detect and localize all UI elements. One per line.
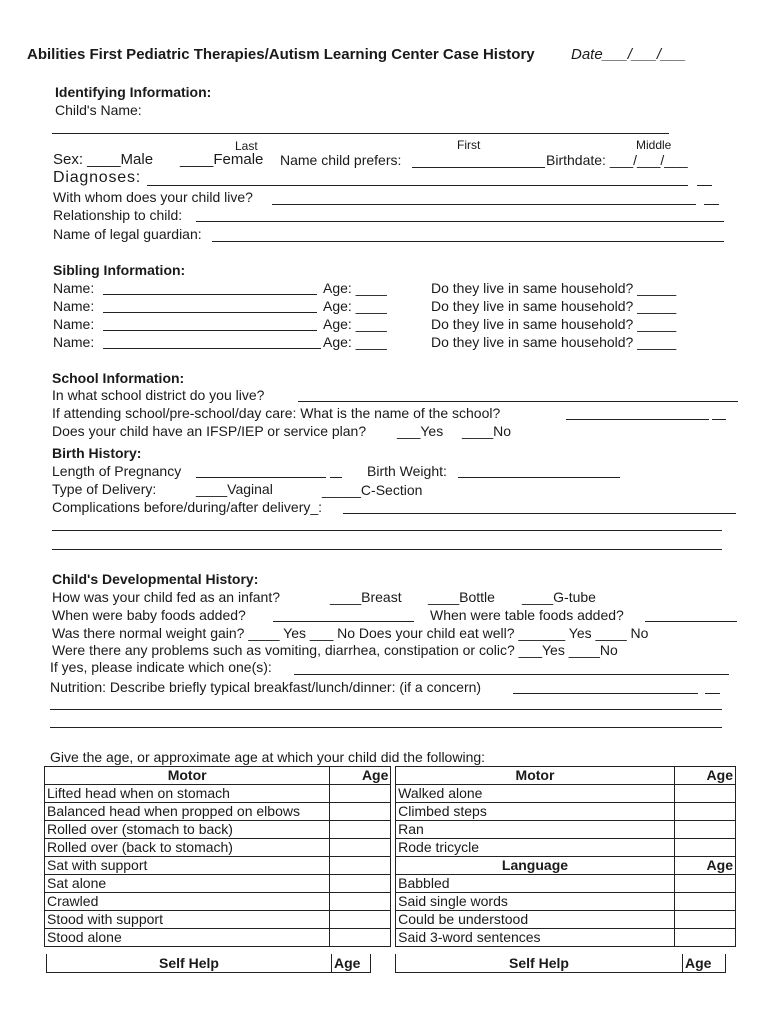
milestones-table xyxy=(44,766,736,947)
milestone-age-cell[interactable] xyxy=(674,875,735,893)
sibling-name-label: Name: xyxy=(53,280,95,296)
school-name-line-end xyxy=(712,419,726,420)
baby-foods-line[interactable] xyxy=(273,621,414,622)
milestone-label: Babbled xyxy=(396,875,675,893)
self-help-label-left: Self Help xyxy=(47,954,332,973)
identifying-heading: Identifying Information: xyxy=(55,84,212,100)
milestone-age-cell[interactable] xyxy=(330,821,391,839)
district-line[interactable] xyxy=(298,401,738,402)
language-header: Language xyxy=(396,857,675,875)
guardian-label: Name of legal guardian: xyxy=(53,226,202,242)
milestone-age-cell[interactable] xyxy=(674,821,735,839)
childs-name-label: Child's Name: xyxy=(55,102,142,118)
indicate-line[interactable] xyxy=(294,674,729,675)
nutrition-line-2[interactable] xyxy=(50,709,722,710)
sibling-age-field[interactable]: Age: ____ xyxy=(323,280,387,296)
milestone-label: Climbed steps xyxy=(396,803,675,821)
milestone-label: Said single words xyxy=(396,893,675,911)
milestones-intro: Give the age, or approximate age at which your child did the following: xyxy=(50,749,486,765)
milestone-label: Said 3-word sentences xyxy=(396,929,675,947)
milestone-age-cell[interactable] xyxy=(674,785,735,803)
ifsp-yes-field[interactable]: ___Yes xyxy=(397,423,444,439)
nutrition-line-end xyxy=(705,693,720,694)
sibling-name-label: Name: xyxy=(53,298,95,314)
sex-female-field[interactable]: ____Female xyxy=(180,151,264,168)
milestone-age-cell[interactable] xyxy=(330,839,391,857)
self-help-header-left xyxy=(46,954,371,973)
weight-gain-row[interactable]: Was there normal weight gain? ____ Yes ___ No Does your child eat well? ______ Yes ____ No xyxy=(52,625,649,641)
milestone-age-cell[interactable] xyxy=(330,857,391,875)
milestone-label: Sat with support xyxy=(45,857,330,875)
milestone-label: Sat alone xyxy=(45,875,330,893)
milestone-label: Stood with support xyxy=(45,911,330,929)
last-caption: Last xyxy=(235,139,258,153)
gtube-field[interactable]: ____G-tube xyxy=(522,589,596,605)
milestone-label: Walked alone xyxy=(396,785,675,803)
fed-label: How was your child fed as an infant? xyxy=(52,589,281,605)
indicate-label: If yes, please indicate which one(s): xyxy=(50,659,272,675)
relationship-line[interactable] xyxy=(196,221,724,222)
first-caption: First xyxy=(457,138,481,152)
complications-line-3[interactable] xyxy=(52,549,722,550)
sibling-household-field[interactable]: Do they live in same household? _____ xyxy=(431,280,677,296)
diagnoses-line[interactable] xyxy=(147,185,688,186)
sibling-name-line[interactable] xyxy=(103,312,317,313)
childs-name-line[interactable] xyxy=(52,133,669,134)
complications-label: Complications before/during/after delivery_: xyxy=(52,499,323,515)
district-label: In what school district do you live? xyxy=(52,387,265,403)
nutrition-line[interactable] xyxy=(513,693,698,694)
pregnancy-line-end xyxy=(330,477,342,478)
sibling-name-line[interactable] xyxy=(103,330,317,331)
sibling-name-line[interactable] xyxy=(103,294,317,295)
nutrition-label: Nutrition: Describe briefly typical breakfast/lunch/dinner: (if a concern) xyxy=(50,679,482,695)
milestone-label: Rolled over (stomach to back) xyxy=(45,821,330,839)
milestone-age-cell[interactable] xyxy=(330,785,391,803)
vaginal-field[interactable]: ____Vaginal xyxy=(196,481,273,497)
sibling-name-line[interactable] xyxy=(103,348,321,349)
milestone-age-cell[interactable] xyxy=(330,803,391,821)
complications-line[interactable] xyxy=(343,513,736,514)
milestone-age-cell[interactable] xyxy=(674,929,735,947)
table-foods-line[interactable] xyxy=(645,621,737,622)
milestone-age-cell[interactable] xyxy=(674,839,735,857)
form-title: Abilities First Pediatric Therapies/Autism Learning Center Case History xyxy=(27,46,535,63)
milestone-age-cell[interactable] xyxy=(674,803,735,821)
table-foods-label: When were table foods added? xyxy=(430,607,624,623)
milestone-label: Ran xyxy=(396,821,675,839)
milestone-age-cell[interactable] xyxy=(330,911,391,929)
motor-header-left: Motor xyxy=(45,767,330,785)
sibling-household-field[interactable]: Do they live in same household? _____ xyxy=(431,316,677,332)
self-help-header-right xyxy=(395,954,726,973)
name-prefers-label: Name child prefers: xyxy=(280,152,402,168)
diagnoses-label: Diagnoses: xyxy=(53,169,142,186)
self-help-age-right: Age xyxy=(683,954,726,973)
middle-caption: Middle xyxy=(636,138,672,152)
live-with-label: With whom does your child live? xyxy=(53,189,253,205)
csection-field[interactable]: _____C-Section xyxy=(322,482,423,498)
pregnancy-line[interactable] xyxy=(196,477,326,478)
self-help-age-left: Age xyxy=(332,954,371,973)
milestone-label: Crawled xyxy=(45,893,330,911)
developmental-heading: Child's Developmental History: xyxy=(52,571,259,587)
milestone-age-cell[interactable] xyxy=(330,893,391,911)
date-field[interactable]: Date___/___/___ xyxy=(571,46,687,63)
complications-line-2[interactable] xyxy=(52,530,722,531)
delivery-label: Type of Delivery: xyxy=(52,481,157,497)
birth-weight-line[interactable] xyxy=(458,477,620,478)
diagnoses-line-end xyxy=(697,185,712,186)
age-header-right: Age xyxy=(674,767,735,785)
milestone-age-cell[interactable] xyxy=(330,929,391,947)
nutrition-line-3[interactable] xyxy=(50,727,722,728)
school-name-line[interactable] xyxy=(566,419,709,420)
birth-weight-label: Birth Weight: xyxy=(367,463,447,479)
breast-field[interactable]: ____Breast xyxy=(330,589,402,605)
sibling-age-field[interactable]: Age: ____ xyxy=(323,316,387,332)
live-with-line[interactable] xyxy=(272,204,696,205)
relationship-label: Relationship to child: xyxy=(53,207,183,223)
school-heading: School Information: xyxy=(52,370,185,386)
self-help-label-right: Self Help xyxy=(396,954,683,973)
milestone-age-cell[interactable] xyxy=(330,875,391,893)
birth-heading: Birth History: xyxy=(52,445,142,461)
motor-header-right: Motor xyxy=(396,767,675,785)
age-header-left: Age xyxy=(330,767,391,785)
milestone-label: Lifted head when on stomach xyxy=(45,785,330,803)
milestone-age-cell[interactable] xyxy=(674,893,735,911)
milestone-label: Balanced head when propped on elbows xyxy=(45,803,330,821)
school-name-label: If attending school/pre-school/day care: What is the name of the school? xyxy=(52,405,501,421)
age-header-language: Age xyxy=(674,857,735,875)
baby-foods-label: When were baby foods added? xyxy=(52,607,246,623)
live-with-line-end xyxy=(704,204,719,205)
milestone-age-cell[interactable] xyxy=(674,911,735,929)
bottle-field[interactable]: ____Bottle xyxy=(428,589,495,605)
ifsp-no-field[interactable]: ____No xyxy=(462,423,512,439)
sibling-heading: Sibling Information: xyxy=(53,262,186,278)
sibling-age-field[interactable]: Age: ____ xyxy=(323,334,387,350)
guardian-line[interactable] xyxy=(212,241,724,242)
pregnancy-label: Length of Pregnancy xyxy=(52,463,182,479)
ifsp-label: Does your child have an IFSP/IEP or service plan? xyxy=(52,423,367,439)
sibling-age-field[interactable]: Age: ____ xyxy=(323,298,387,314)
name-prefers-line[interactable] xyxy=(412,167,545,168)
milestone-label: Stood alone xyxy=(45,929,330,947)
sibling-household-field[interactable]: Do they live in same household? _____ xyxy=(431,334,677,350)
birthdate-field[interactable]: Birthdate: ___/___/___ xyxy=(546,152,688,168)
problems-row[interactable]: Were there any problems such as vomiting, diarrhea, constipation or colic? ___Yes ____No xyxy=(52,642,618,658)
sibling-name-label: Name: xyxy=(53,316,95,332)
sibling-name-label: Name: xyxy=(53,334,95,350)
milestone-label: Could be understood xyxy=(396,911,675,929)
milestone-label: Rolled over (back to stomach) xyxy=(45,839,330,857)
milestone-label: Rode tricycle xyxy=(396,839,675,857)
sibling-household-field[interactable]: Do they live in same household? _____ xyxy=(431,298,677,314)
sex-male-field[interactable]: Sex: ____Male xyxy=(53,151,154,168)
